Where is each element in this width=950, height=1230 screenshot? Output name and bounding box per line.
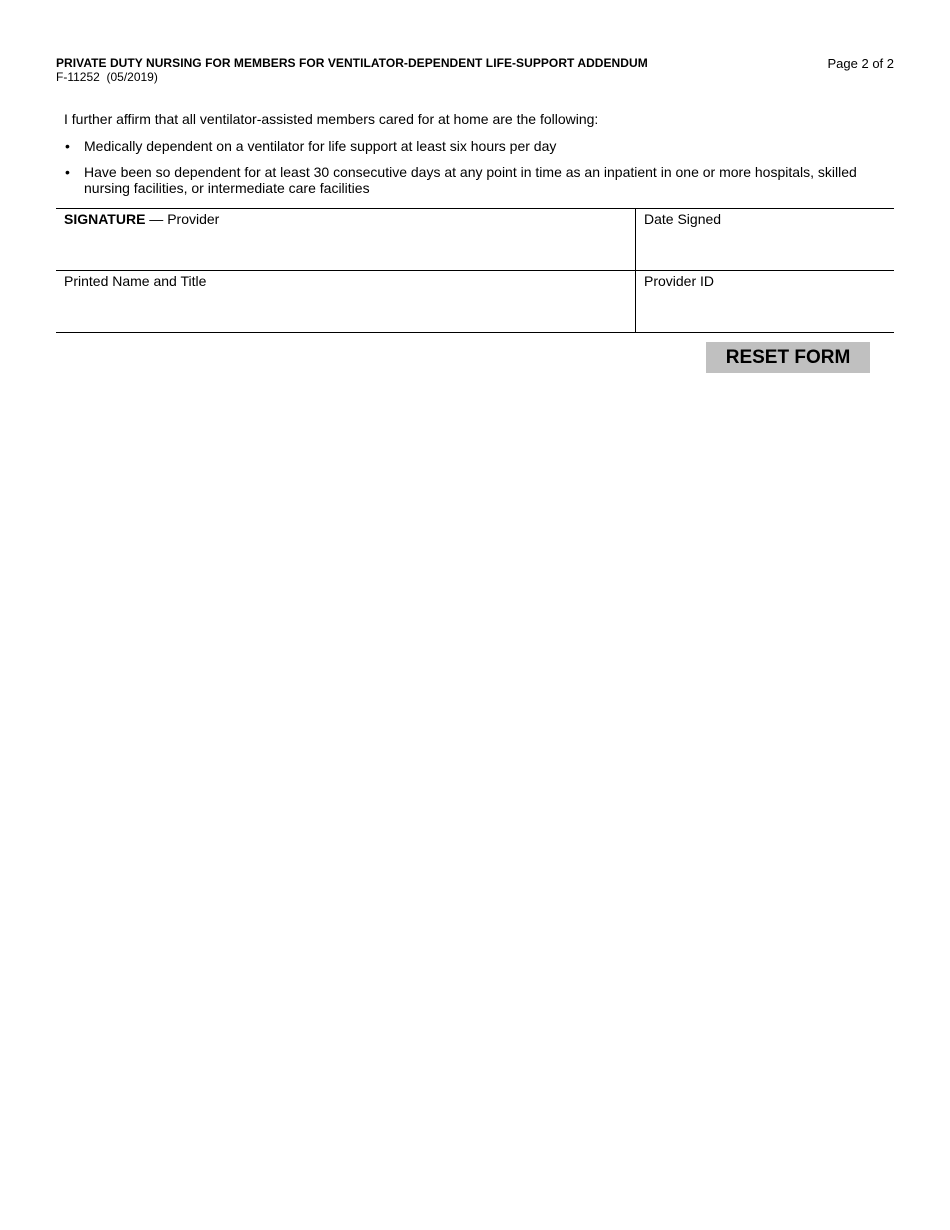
provider-id-field[interactable]	[636, 271, 894, 332]
list-item	[64, 164, 884, 196]
list-item	[64, 138, 884, 154]
signature-label-suffix: — Provider	[145, 211, 220, 227]
date-signed-label: Date Signed	[644, 211, 722, 227]
signature-field[interactable]	[56, 209, 636, 270]
page-number: Page 2 of 2	[827, 56, 894, 71]
form-number: F-11252 (05/2019)	[56, 70, 158, 84]
form-header	[56, 54, 894, 86]
provider-id-label: Provider ID	[644, 273, 715, 289]
form-title: PRIVATE DUTY NURSING FOR MEMBERS FOR VENTILATOR-DEPENDENT LIFE-SUPPORT ADDENDUM	[56, 56, 648, 70]
printed-name-label: Printed Name and Title	[64, 273, 207, 289]
signature-table	[56, 208, 894, 333]
bullet-icon: •	[65, 164, 70, 180]
printed-name-field[interactable]	[56, 271, 636, 332]
signature-row	[56, 209, 894, 271]
date-signed-field[interactable]	[636, 209, 894, 270]
affirmation-list	[64, 138, 884, 206]
reset-form-button[interactable]: RESET FORM	[706, 342, 870, 373]
signature-label: SIGNATURE	[64, 211, 146, 227]
list-item-text: Have been so dependent for at least 30 consecutive days at any point in time as an inpatient in one or more hospitals, skilled nursing facilities, or intermediate care facilities	[84, 164, 857, 196]
affirmation-intro: I further affirm that all ventilator-assisted members cared for at home are the following:	[64, 111, 599, 127]
bullet-icon: •	[65, 138, 70, 154]
form-page	[56, 54, 894, 368]
list-item-text: Medically dependent on a ventilator for life support at least six hours per day	[84, 138, 557, 154]
name-row	[56, 271, 894, 333]
